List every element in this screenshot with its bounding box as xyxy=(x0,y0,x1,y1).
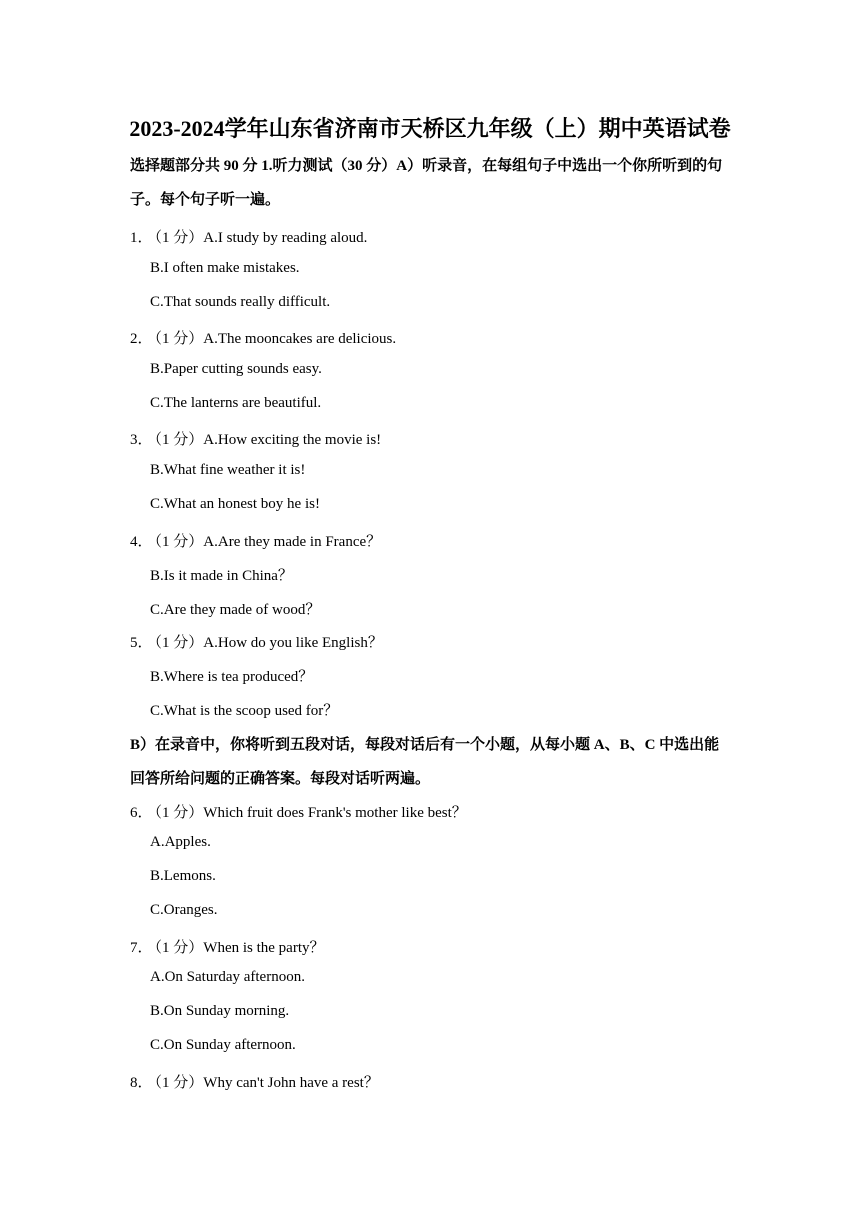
question-score: （1 分） xyxy=(154,635,204,651)
question-1-option-b: B.I often make mistakes. xyxy=(150,260,300,276)
question-8 xyxy=(130,1071,379,1092)
question-text: A.How do you like English？ xyxy=(203,635,383,651)
question-6-option-a: A.Apples. xyxy=(150,834,211,850)
page-title: 2023-2024学年山东省济南市天桥区九年级（上）期中英语试卷 xyxy=(129,116,731,141)
question-number: 5． xyxy=(130,635,153,651)
question-5-option-b: B.Where is tea produced？ xyxy=(150,669,314,685)
question-score: （1 分） xyxy=(154,1075,204,1091)
question-number: 3． xyxy=(130,432,153,448)
question-3-option-c: C.What an honest boy he is! xyxy=(150,496,320,512)
question-4-option-b: B.Is it made in China？ xyxy=(150,568,293,584)
question-number: 4． xyxy=(130,534,153,550)
section-b-intro-line-1: B）在录音中，你将听到五段对话，每段对话后有一个小题，从每小题 A、B、C 中选出能 xyxy=(130,737,720,753)
question-score: （1 分） xyxy=(154,940,204,956)
question-7-option-c: C.On Sunday afternoon. xyxy=(150,1037,296,1053)
question-score: （1 分） xyxy=(154,432,204,448)
question-number: 8． xyxy=(130,1075,153,1091)
question-score: （1 分） xyxy=(154,534,204,550)
question-4-option-c: C.Are they made of wood？ xyxy=(150,602,321,618)
question-number: 7． xyxy=(130,940,153,956)
question-2-option-b: B.Paper cutting sounds easy. xyxy=(150,361,322,377)
question-score: （1 分） xyxy=(154,805,204,821)
question-7 xyxy=(130,936,325,957)
question-number: 1． xyxy=(130,230,153,246)
question-score: （1 分） xyxy=(154,230,204,246)
question-7-option-a: A.On Saturday afternoon. xyxy=(150,969,305,985)
question-text: A.Are they made in France？ xyxy=(203,534,382,550)
question-6-option-b: B.Lemons. xyxy=(150,868,216,884)
section-b-intro-line-2: 回答所给问题的正确答案。每段对话听两遍。 xyxy=(130,771,431,787)
question-2-option-c: C.The lanterns are beautiful. xyxy=(150,395,322,411)
question-5 xyxy=(130,631,383,652)
question-6 xyxy=(130,801,467,822)
question-7-option-b: B.On Sunday morning. xyxy=(150,1003,290,1019)
question-number: 6． xyxy=(130,805,153,821)
question-4 xyxy=(130,530,381,551)
question-3-option-b: B.What fine weather it is! xyxy=(150,462,306,478)
section-a-intro-line-2: 子。每个句子听一遍。 xyxy=(130,192,281,208)
question-text: Why can't John have a rest？ xyxy=(203,1075,379,1091)
question-text: A.How exciting the movie is! xyxy=(203,432,382,448)
question-score: （1 分） xyxy=(154,331,204,347)
question-number: 2． xyxy=(130,331,153,347)
question-text: When is the party？ xyxy=(203,940,325,956)
question-6-option-c: C.Oranges. xyxy=(150,902,218,918)
question-2 xyxy=(130,327,396,348)
question-5-option-c: C.What is the scoop used for？ xyxy=(150,703,339,719)
question-text: A.The mooncakes are delicious. xyxy=(203,331,397,347)
question-text: A.I study by reading aloud. xyxy=(203,230,368,246)
section-a-intro-line-1: 选择题部分共 90 分 1.听力测试（30 分）A）听录音，在每组句子中选出一个你所听到的句 xyxy=(130,158,723,174)
question-text: Which fruit does Frank's mother like best？ xyxy=(203,805,467,821)
question-1-option-c: C.That sounds really difficult. xyxy=(150,294,331,310)
question-3 xyxy=(130,428,381,449)
question-1 xyxy=(130,226,367,247)
